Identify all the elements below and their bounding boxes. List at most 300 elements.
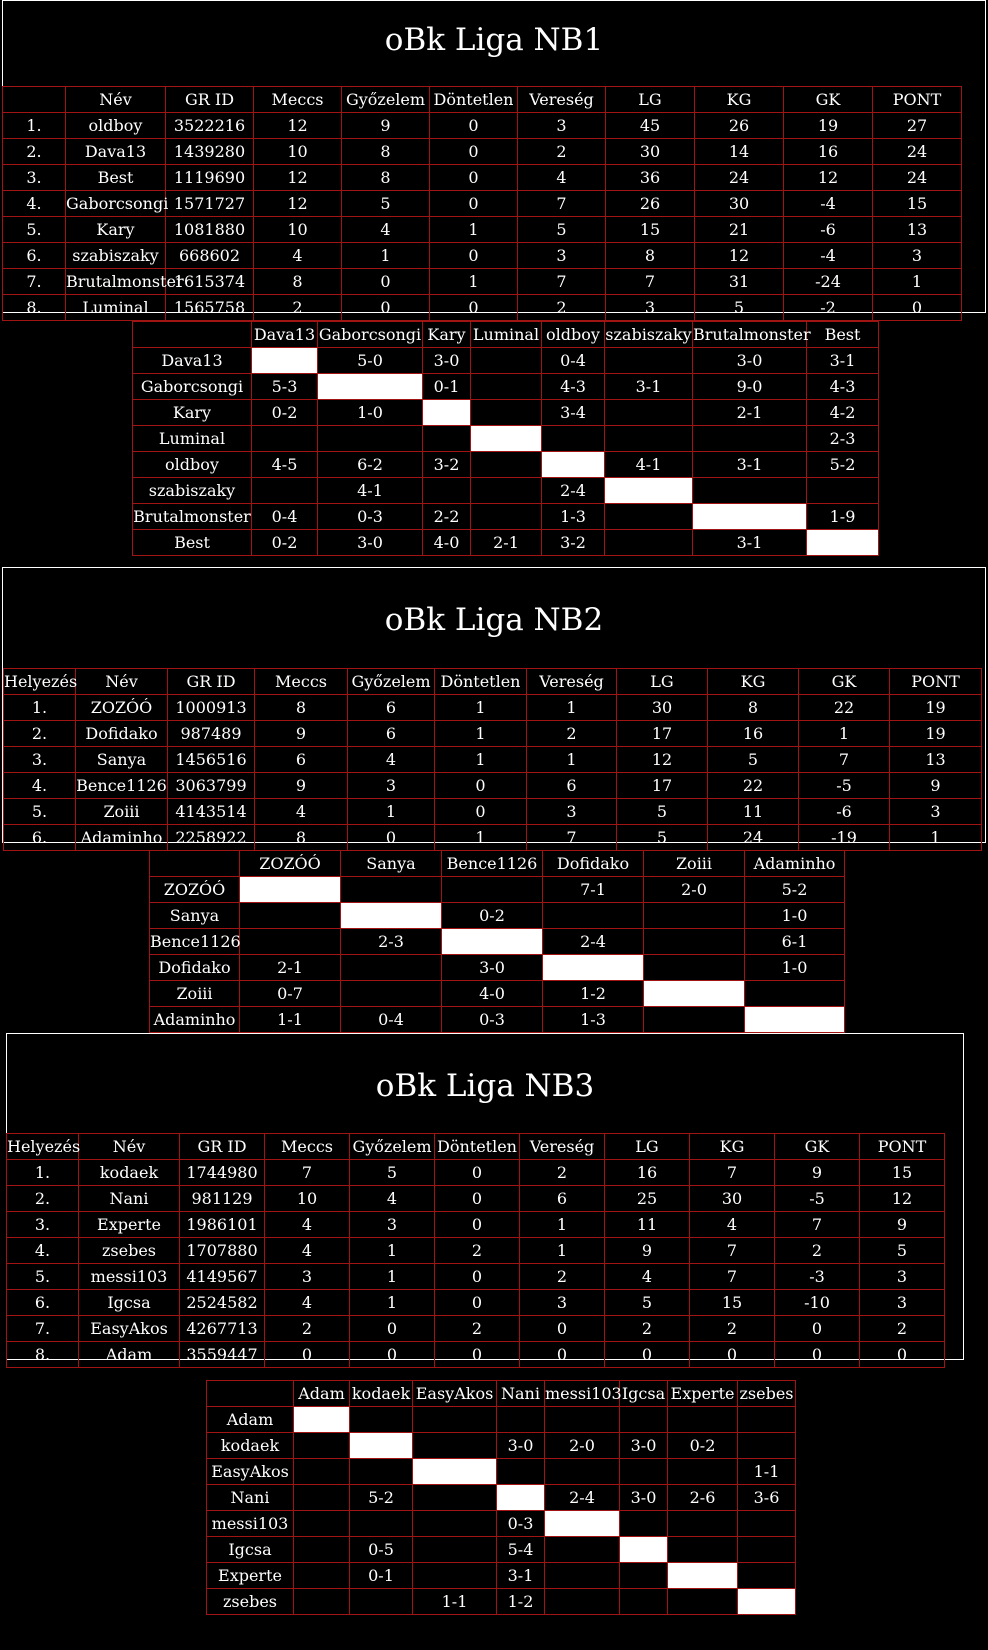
table-cell: 0	[860, 1342, 945, 1368]
table-row	[3, 243, 962, 269]
table-cell: -5	[799, 773, 890, 799]
table-cell: 1	[890, 825, 982, 851]
match-result: 1-3	[542, 504, 605, 530]
table-cell: 0	[435, 1342, 520, 1368]
column-header: Név	[66, 87, 166, 113]
match-result	[738, 1511, 796, 1537]
table-cell: 6	[520, 1186, 605, 1212]
row-player-name: zsebes	[207, 1589, 294, 1615]
match-result: 3-0	[693, 348, 807, 374]
table-row	[7, 1160, 945, 1186]
table-cell: 1	[350, 1290, 435, 1316]
table-cell: 4	[265, 1238, 350, 1264]
column-header: KG	[708, 669, 799, 695]
table-cell: 1707880	[180, 1238, 265, 1264]
table-cell: 9	[342, 113, 430, 139]
match-result	[545, 1589, 620, 1615]
match-result: 2-4	[543, 929, 644, 955]
table-cell: Zoiii	[76, 799, 168, 825]
match-result: 6-2	[318, 452, 423, 478]
match-result	[620, 1459, 668, 1485]
match-result	[605, 348, 693, 374]
table-cell: 30	[690, 1186, 775, 1212]
table-row	[3, 113, 962, 139]
match-result	[413, 1485, 497, 1511]
table-row	[150, 981, 845, 1007]
match-result	[620, 1511, 668, 1537]
table-cell: 0	[435, 773, 527, 799]
table-cell: 3	[265, 1264, 350, 1290]
column-header: Helyezés	[4, 669, 76, 695]
table-cell: 3	[518, 243, 606, 269]
column-header: ZOZÓÓ	[240, 851, 341, 877]
table-cell: 0	[775, 1316, 860, 1342]
column-header: zsebes	[738, 1381, 796, 1407]
table-cell: 25	[605, 1186, 690, 1212]
match-result: 3-1	[693, 452, 807, 478]
match-result: 0-1	[350, 1563, 413, 1589]
table-cell: 2	[520, 1160, 605, 1186]
table-cell: 31	[695, 269, 784, 295]
match-result	[807, 478, 879, 504]
match-result: 0-2	[442, 903, 543, 929]
row-player-name: kodaek	[207, 1433, 294, 1459]
diagonal-blank-cell	[620, 1537, 668, 1563]
table-cell: 21	[695, 217, 784, 243]
table-cell: 4267713	[180, 1316, 265, 1342]
match-result: 3-0	[497, 1433, 545, 1459]
table-cell: 13	[890, 747, 982, 773]
match-result: 0-7	[240, 981, 341, 1007]
rank-cell: 1.	[4, 695, 76, 721]
row-player-name: Brutalmonster	[133, 504, 252, 530]
diagonal-blank-cell	[413, 1459, 497, 1485]
table-row	[7, 1342, 945, 1368]
table-cell: 1000913	[168, 695, 255, 721]
match-result: 0-1	[423, 374, 471, 400]
column-header: LG	[605, 1134, 690, 1160]
match-result: 4-0	[442, 981, 543, 1007]
match-result: 2-1	[693, 400, 807, 426]
match-result	[497, 1459, 545, 1485]
table-cell: 15	[606, 217, 695, 243]
match-result	[350, 1459, 413, 1485]
table-row	[150, 903, 845, 929]
table-cell: 0	[430, 165, 518, 191]
table-cell: 1	[527, 747, 617, 773]
table-header-row	[150, 851, 845, 877]
rank-cell: 3.	[7, 1212, 79, 1238]
match-result: 0-4	[341, 1007, 442, 1033]
match-result	[294, 1433, 350, 1459]
match-result: 4-2	[807, 400, 879, 426]
table-cell: -6	[799, 799, 890, 825]
table-cell: 10	[265, 1186, 350, 1212]
match-result	[668, 1511, 738, 1537]
table-cell: 2	[690, 1316, 775, 1342]
match-result: 2-4	[545, 1485, 620, 1511]
match-result	[668, 1589, 738, 1615]
table-cell: 17	[617, 773, 708, 799]
row-player-name: EasyAkos	[207, 1459, 294, 1485]
table-cell: 5	[617, 799, 708, 825]
table-cell: 668602	[166, 243, 254, 269]
table-cell: 5	[860, 1238, 945, 1264]
table-cell: Adaminho	[76, 825, 168, 851]
column-header: Név	[76, 669, 168, 695]
diagonal-blank-cell	[350, 1433, 413, 1459]
table-cell: 9	[255, 773, 348, 799]
table-cell: Gaborcsongi	[66, 191, 166, 217]
table-cell: oldboy	[66, 113, 166, 139]
table-cell: 2	[775, 1238, 860, 1264]
column-header: Igcsa	[620, 1381, 668, 1407]
match-result	[545, 1563, 620, 1589]
table-cell: 4143514	[168, 799, 255, 825]
diagonal-blank-cell	[252, 348, 318, 374]
column-header: Zoiii	[644, 851, 745, 877]
rank-cell: 2.	[4, 721, 76, 747]
table-cell: 12	[254, 165, 342, 191]
diagonal-blank-cell	[497, 1485, 545, 1511]
diagonal-blank-cell	[693, 504, 807, 530]
table-cell: -2	[784, 295, 873, 321]
table-cell: Brutalmonster	[66, 269, 166, 295]
match-result: 3-1	[693, 530, 807, 556]
diagonal-blank-cell	[807, 530, 879, 556]
match-result: 2-0	[545, 1433, 620, 1459]
column-header: Luminal	[471, 322, 542, 348]
rank-cell: 6.	[3, 243, 66, 269]
match-result	[620, 1407, 668, 1433]
match-result	[240, 929, 341, 955]
rank-cell: 3.	[4, 747, 76, 773]
match-result: 1-9	[807, 504, 879, 530]
table-cell: kodaek	[79, 1160, 180, 1186]
table-cell: Adam	[79, 1342, 180, 1368]
match-result: 3-2	[423, 452, 471, 478]
match-result	[668, 1407, 738, 1433]
table-cell: 0	[775, 1342, 860, 1368]
table-cell: EasyAkos	[79, 1316, 180, 1342]
table-cell: 1	[350, 1264, 435, 1290]
table-cell: 2	[518, 139, 606, 165]
table-cell: 5	[350, 1160, 435, 1186]
table-cell: 0	[690, 1342, 775, 1368]
match-result	[442, 877, 543, 903]
table-cell: 1	[435, 747, 527, 773]
match-result: 5-2	[745, 877, 845, 903]
match-result: 0-4	[542, 348, 605, 374]
table-row	[133, 504, 879, 530]
table-cell: 4	[605, 1264, 690, 1290]
match-result	[471, 374, 542, 400]
nb3-results-matrix	[206, 1380, 796, 1615]
match-result	[605, 400, 693, 426]
match-result: 3-0	[620, 1485, 668, 1511]
table-cell: 987489	[168, 721, 255, 747]
match-result	[738, 1433, 796, 1459]
row-player-name: Adaminho	[150, 1007, 240, 1033]
match-result	[252, 426, 318, 452]
table-cell: 7	[518, 191, 606, 217]
row-player-name: oldboy	[133, 452, 252, 478]
nb2-title: oBk Liga NB2	[384, 602, 604, 638]
table-cell: 2	[254, 295, 342, 321]
table-cell: 6	[348, 721, 435, 747]
table-cell: 8	[254, 269, 342, 295]
table-cell: Experte	[79, 1212, 180, 1238]
table-cell: 9	[860, 1212, 945, 1238]
table-row	[4, 695, 982, 721]
match-result	[605, 530, 693, 556]
match-result	[341, 955, 442, 981]
table-cell: 12	[860, 1186, 945, 1212]
match-result: 5-4	[497, 1537, 545, 1563]
column-header: GR ID	[168, 669, 255, 695]
table-cell: 19	[890, 721, 982, 747]
match-result: 3-1	[807, 348, 879, 374]
table-cell: 16	[708, 721, 799, 747]
match-result	[693, 426, 807, 452]
table-cell: 36	[606, 165, 695, 191]
table-cell: 5	[708, 747, 799, 773]
column-header: Meccs	[255, 669, 348, 695]
match-result	[423, 478, 471, 504]
match-result	[350, 1407, 413, 1433]
table-cell: 8	[606, 243, 695, 269]
column-header: Best	[807, 322, 879, 348]
table-header-row	[207, 1381, 796, 1407]
column-header	[3, 87, 66, 113]
table-cell: 0	[435, 1264, 520, 1290]
table-cell: 0	[430, 243, 518, 269]
rank-cell: 1.	[3, 113, 66, 139]
table-cell: -4	[784, 243, 873, 269]
table-cell: Nani	[79, 1186, 180, 1212]
column-header: Nani	[497, 1381, 545, 1407]
table-cell: 45	[606, 113, 695, 139]
table-row	[207, 1407, 796, 1433]
match-result	[644, 903, 745, 929]
table-row	[3, 217, 962, 243]
column-header: Sanya	[341, 851, 442, 877]
table-cell: 1565758	[166, 295, 254, 321]
match-result	[471, 400, 542, 426]
table-cell: 1	[348, 799, 435, 825]
table-cell: 1	[520, 1212, 605, 1238]
table-cell: 1986101	[180, 1212, 265, 1238]
match-result: 1-0	[745, 903, 845, 929]
table-row	[4, 799, 982, 825]
table-header-row	[133, 322, 879, 348]
match-result	[341, 981, 442, 1007]
match-result	[294, 1589, 350, 1615]
row-player-name: Kary	[133, 400, 252, 426]
table-row	[207, 1459, 796, 1485]
table-header-row	[4, 669, 982, 695]
table-cell: 2	[518, 295, 606, 321]
column-header: KG	[695, 87, 784, 113]
table-cell: 5	[342, 191, 430, 217]
table-cell: 0	[435, 1290, 520, 1316]
table-row	[7, 1264, 945, 1290]
match-result: 2-1	[240, 955, 341, 981]
table-cell: 27	[873, 113, 962, 139]
match-result: 1-1	[738, 1459, 796, 1485]
match-result	[471, 452, 542, 478]
table-cell: 4	[518, 165, 606, 191]
table-cell: 13	[873, 217, 962, 243]
match-result	[294, 1459, 350, 1485]
match-result	[542, 426, 605, 452]
table-row	[133, 400, 879, 426]
table-cell: 3	[606, 295, 695, 321]
table-cell: 2	[527, 721, 617, 747]
table-cell: 7	[606, 269, 695, 295]
rank-cell: 2.	[3, 139, 66, 165]
nb1-results-matrix	[132, 321, 879, 556]
match-result	[350, 1589, 413, 1615]
match-result	[545, 1407, 620, 1433]
diagonal-blank-cell	[738, 1589, 796, 1615]
match-result: 1-3	[543, 1007, 644, 1033]
match-result: 7-1	[543, 877, 644, 903]
column-header: Győzelem	[350, 1134, 435, 1160]
match-result	[471, 504, 542, 530]
match-result: 1-2	[497, 1589, 545, 1615]
table-row	[150, 1007, 845, 1033]
table-cell: 1119690	[166, 165, 254, 191]
table-cell: 19	[890, 695, 982, 721]
match-result	[240, 903, 341, 929]
table-cell: 7	[518, 269, 606, 295]
match-result	[423, 426, 471, 452]
table-cell: 3522216	[166, 113, 254, 139]
table-cell: 7	[690, 1238, 775, 1264]
row-player-name: Nani	[207, 1485, 294, 1511]
rank-cell: 8.	[3, 295, 66, 321]
row-player-name: Zoiii	[150, 981, 240, 1007]
table-cell: 3	[860, 1290, 945, 1316]
table-cell: Luminal	[66, 295, 166, 321]
table-cell: 10	[254, 217, 342, 243]
match-result: 0-5	[350, 1537, 413, 1563]
diagonal-blank-cell	[294, 1407, 350, 1433]
table-cell: 1744980	[180, 1160, 265, 1186]
column-header: Helyezés	[7, 1134, 79, 1160]
column-header	[207, 1381, 294, 1407]
table-cell: Kary	[66, 217, 166, 243]
table-cell: 16	[784, 139, 873, 165]
rank-cell: 8.	[7, 1342, 79, 1368]
table-row	[3, 269, 962, 295]
nb2-results-matrix	[149, 850, 845, 1033]
table-row	[7, 1238, 945, 1264]
match-result	[605, 504, 693, 530]
table-row	[207, 1589, 796, 1615]
match-result	[620, 1563, 668, 1589]
table-cell: 30	[695, 191, 784, 217]
nb3-standings-table	[6, 1133, 945, 1368]
match-result	[318, 426, 423, 452]
table-cell: 2524582	[180, 1290, 265, 1316]
diagonal-blank-cell	[605, 478, 693, 504]
row-player-name: Luminal	[133, 426, 252, 452]
table-cell: 8	[255, 825, 348, 851]
match-result: 2-4	[542, 478, 605, 504]
table-cell: 0	[430, 191, 518, 217]
rank-cell: 4.	[3, 191, 66, 217]
table-cell: 8	[255, 695, 348, 721]
nb3-title: oBk Liga NB3	[375, 1068, 595, 1104]
match-result: 0-2	[668, 1433, 738, 1459]
column-header: Gaborcsongi	[318, 322, 423, 348]
column-header: PONT	[873, 87, 962, 113]
diagonal-blank-cell	[545, 1511, 620, 1537]
table-cell: zsebes	[79, 1238, 180, 1264]
match-result	[545, 1459, 620, 1485]
diagonal-blank-cell	[240, 877, 341, 903]
table-row	[3, 139, 962, 165]
rank-cell: 1.	[7, 1160, 79, 1186]
nb1-standings-table	[2, 86, 962, 321]
match-result	[413, 1433, 497, 1459]
match-result	[620, 1589, 668, 1615]
match-result	[644, 955, 745, 981]
table-cell: Sanya	[76, 747, 168, 773]
table-cell: 11	[708, 799, 799, 825]
column-header	[150, 851, 240, 877]
table-cell: 15	[860, 1160, 945, 1186]
table-row	[207, 1537, 796, 1563]
table-cell: 1	[527, 695, 617, 721]
match-result: 3-1	[605, 374, 693, 400]
table-row	[7, 1186, 945, 1212]
match-result: 5-2	[350, 1485, 413, 1511]
column-header: messi103	[545, 1381, 620, 1407]
match-result	[745, 981, 845, 1007]
column-header: EasyAkos	[413, 1381, 497, 1407]
table-cell: 2	[265, 1316, 350, 1342]
table-cell: 3	[520, 1290, 605, 1316]
match-result: 4-5	[252, 452, 318, 478]
column-header: Vereség	[520, 1134, 605, 1160]
rank-cell: 5.	[4, 799, 76, 825]
column-header: Adaminho	[745, 851, 845, 877]
match-result: 0-4	[252, 504, 318, 530]
table-cell: 0	[605, 1342, 690, 1368]
table-cell: 0	[350, 1342, 435, 1368]
table-cell: 0	[435, 799, 527, 825]
table-cell: 15	[873, 191, 962, 217]
table-cell: -3	[775, 1264, 860, 1290]
table-cell: 1	[435, 721, 527, 747]
diagonal-blank-cell	[668, 1563, 738, 1589]
column-header: kodaek	[350, 1381, 413, 1407]
match-result	[668, 1537, 738, 1563]
match-result: 3-0	[442, 955, 543, 981]
table-cell: 1615374	[166, 269, 254, 295]
match-result: 3-0	[423, 348, 471, 374]
table-cell: 12	[617, 747, 708, 773]
rank-cell: 5.	[3, 217, 66, 243]
table-row	[3, 191, 962, 217]
column-header: KG	[690, 1134, 775, 1160]
match-result: 3-0	[620, 1433, 668, 1459]
table-cell: 0	[265, 1342, 350, 1368]
match-result: 2-3	[341, 929, 442, 955]
